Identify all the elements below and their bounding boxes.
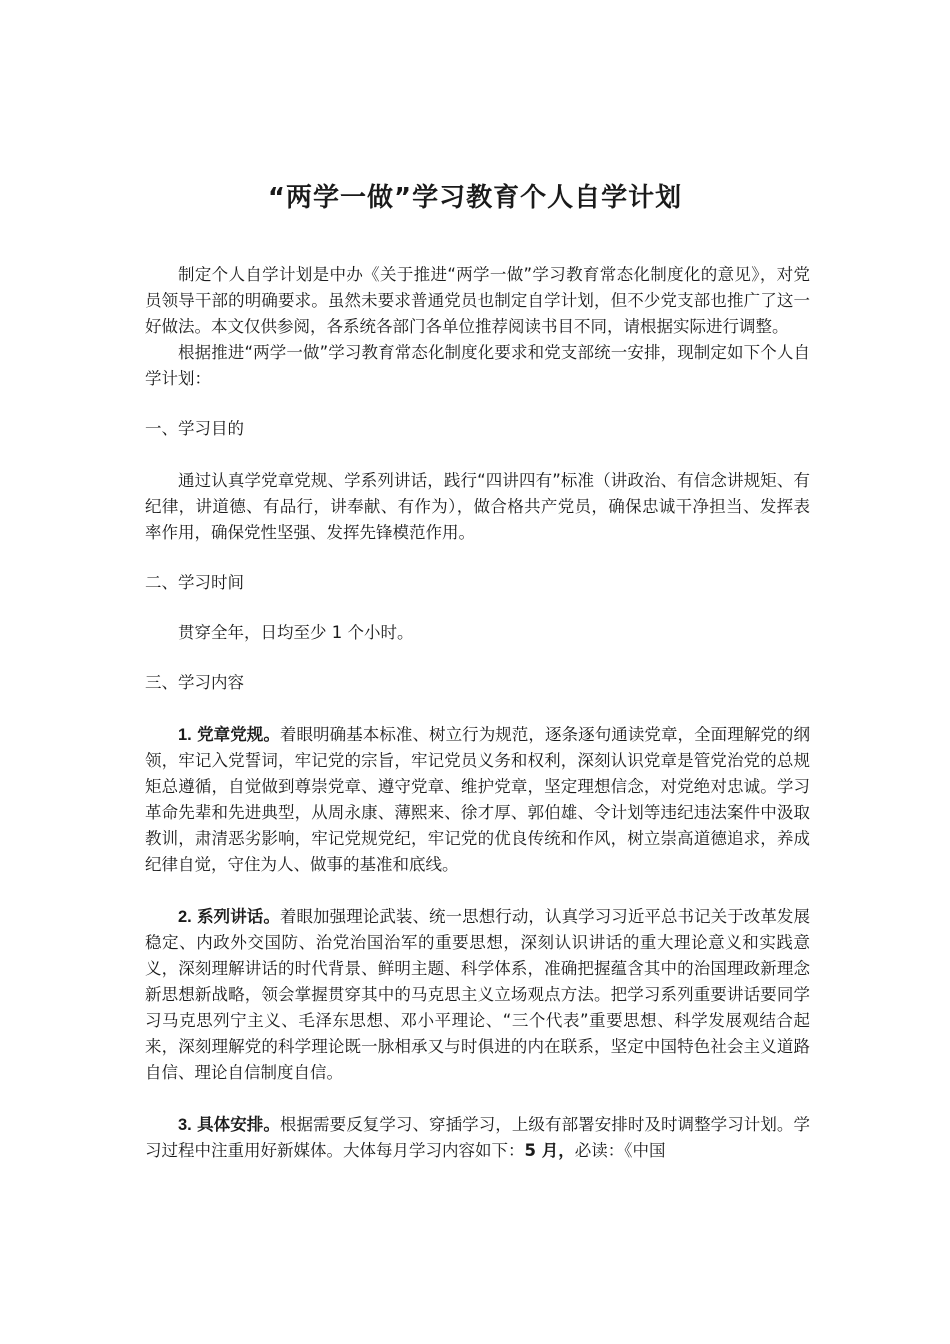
item-2-paragraph — [145, 904, 810, 1086]
intro-paragraph-1: 制定个人自学计划是中办《关于推进“两学一做”学习教育常态化制度化的意见》，对党员领导干部的明确要求。虽然未要求普通党员也制定自学计划，但不少党支部也推广了这一好做法。本文仅供参阅，各系统各部门各单位推荐阅读书目不同，请根据实际进行调整。 — [145, 265, 810, 336]
item-3-month: 5 月， — [524, 1141, 575, 1160]
section-2-body: 贯穿全年，日均至少 1 个小时。 — [178, 623, 414, 642]
item-1-number: 1. — [178, 726, 192, 744]
item-3-paragraph — [145, 1112, 810, 1164]
item-1-label: 党章党规。 — [197, 725, 280, 744]
item-3-number: 3. — [178, 1116, 192, 1134]
section-2-heading: 二、学习时间 — [145, 573, 244, 592]
item-1-body: 着眼明确基本标准、树立行为规范，逐条逐句通读党章，全面理解党的纲领，牢记入党誓词，牢记党的宗旨，牢记党员义务和权利，深刻认识党章是管党治党的总规矩总遵循，自觉做到尊崇党章、遵守党章、维护党章，坚定理想信念，对党绝对忠诚。学习革命先辈和先进典型，从周永康、薄熙来、徐才厚、郭伯雄、令计划等违纪违法案件中汲取教训，肃清恶劣影响，牢记党规党纪，牢记党的优良传统和作风，树立崇高道德追求，养成纪律自觉，守住为人、做事的基准和底线。 — [145, 725, 811, 874]
item-3-label: 具体安排。 — [197, 1115, 280, 1134]
item-3-body: 根据需要反复学习、穿插学习，上级有部署安排时及时调整学习计划。学习过程中注重用好新媒体。大体每月学习内容如下： — [145, 1115, 811, 1160]
item-2-number: 2. — [178, 908, 192, 926]
item-2-body: 着眼加强理论武装、统一思想行动，认真学习习近平总书记关于改革发展稳定、内政外交国防、治党治国治军的重要思想，深刻认识讲话的重大理论意义和实践意义，深刻理解讲话的时代背景、鲜明主题、科学体系，准确把握蕴含其中的治国理政新理念新思想新战略，领会掌握贯穿其中的马克思主义立场观点方法。把学习系列重要讲话要同学习马克思列宁主义、毛泽东思想、邓小平理论、“三个代表”重要思想、科学发展观结合起来，深刻理解党的科学理论既一脉相承又与时俱进的内在联系，坚定中国特色社会主义道路自信、理论自信制度自信。 — [145, 907, 811, 1082]
intro-paragraph-2: 根据推进“两学一做”学习教育常态化制度化要求和党支部统一安排，现制定如下个人自学计划： — [145, 343, 810, 388]
section-1-heading: 一、学习目的 — [145, 419, 244, 438]
document-body — [145, 262, 810, 1164]
document-title: “两学一做”学习教育个人自学计划 — [267, 183, 683, 213]
section-1-body: 通过认真学党章党规、学系列讲话，践行“四讲四有”标准（讲政治、有信念讲规矩、有纪律，讲道德、有品行，讲奉献、有作为），做合格共产党员，确保忠诚干净担当、发挥表率作用，确保党性坚强、发挥先锋模范作用。 — [145, 471, 810, 542]
item-3-tail: 必读：《中国 — [574, 1141, 666, 1160]
section-3-heading: 三、学习内容 — [145, 673, 244, 692]
item-2-label: 系列讲话。 — [197, 907, 280, 926]
item-1-paragraph — [145, 722, 810, 878]
